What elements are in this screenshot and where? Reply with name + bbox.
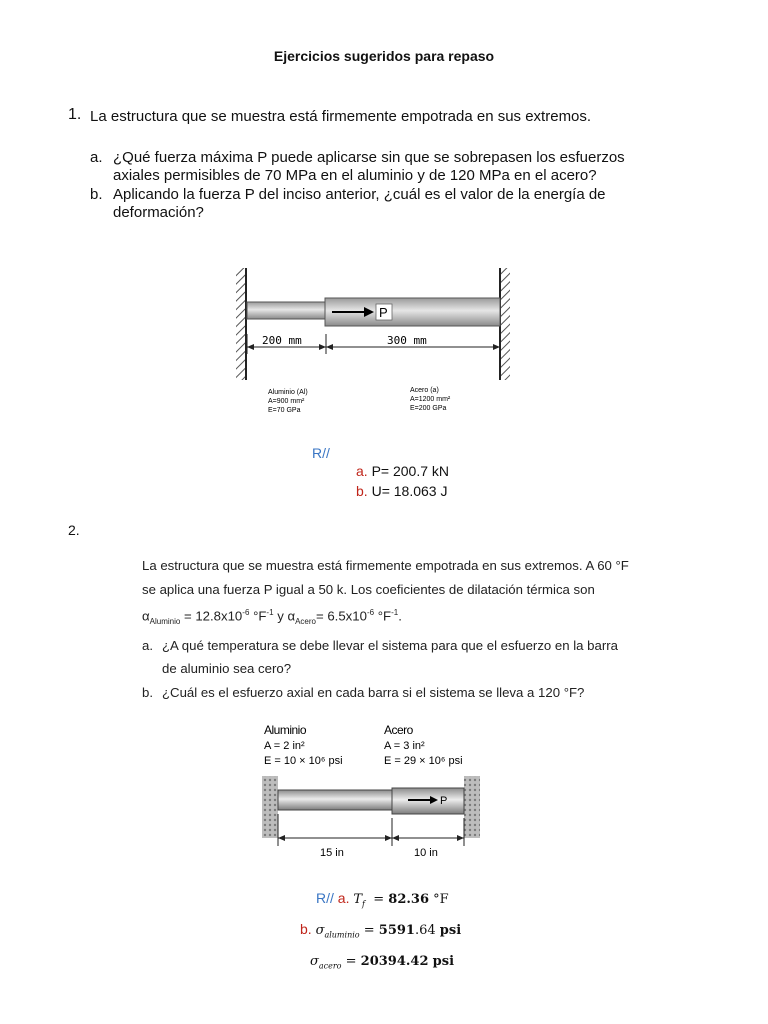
item-a-line1: ¿Qué fuerza máxima P puede aplicarse sin que se sobrepasen los esfuerzos (113, 149, 625, 166)
alpha-alum-unit: °F (249, 608, 267, 624)
steel-name: Acero (384, 723, 413, 737)
tf-sub: f (362, 899, 365, 909)
alpha-alum-sub: Aluminio (149, 617, 181, 627)
q2-item-a (142, 634, 642, 681)
q2-item-b (142, 681, 642, 705)
alum-area: A=900 mm² (268, 398, 305, 405)
answer-1-b (356, 483, 447, 499)
q2-alpha-line: $\alpha_{Aluminio} = 12.8x10^{-6}$ $^\circ F^{-1}$ y $\alpha_{Acero}= 6.5x10^{-6}$ $^\circ F^{-1}$. (142, 608, 402, 627)
dim-left-label: 200 mm (262, 334, 302, 347)
alum-modulus: E=70 GPa (268, 407, 301, 414)
answer-letter: b. (356, 483, 368, 499)
alpha-acero-value: = 6.5x10 (315, 608, 367, 624)
answer-letter: b. (300, 921, 312, 937)
sigma-al-unit: psi (439, 923, 462, 938)
aluminum-bar (278, 790, 393, 810)
left-wall (236, 268, 246, 380)
answer-2-b (300, 921, 461, 940)
page-title: Ejercicios sugeridos para repaso (273, 48, 495, 64)
dimension-lines (278, 814, 464, 846)
q2-item-b-text: ¿Cuál es el esfuerzo axial en cada barra si el sistema se lleva a 120 °F? (162, 684, 585, 700)
tf-symbol: T (353, 892, 363, 907)
left-wall (262, 776, 278, 838)
question-1-item-b (90, 186, 690, 226)
right-wall (464, 776, 480, 838)
alpha-acero-unit: °F (374, 608, 392, 624)
item-b-line1: Aplicando la fuerza P del inciso anterior, ¿cuál es el valor de la energía de (113, 186, 606, 203)
item-text (113, 149, 673, 185)
alpha-acero-unit-exp: -1 (391, 608, 399, 617)
steel-modulus: E=200 GPa (410, 405, 447, 412)
q2-line2: se aplica una fuerza P igual a 50 k. Los coeficientes de dilatación térmica son (142, 581, 595, 597)
answer-2-c (310, 952, 454, 971)
alpha-alum-value: = 12.8x10 (180, 608, 243, 624)
item-letter: b. (142, 684, 153, 700)
tf-expression: $T_f = 82.36$ °F (353, 892, 449, 909)
alum-modulus: E = 10 × 10⁶ psi (264, 755, 343, 767)
answer-value: P= 200.7 kN (371, 463, 450, 479)
alum-name: Aluminio (264, 723, 307, 737)
sigma-ac-sub: acero (318, 961, 342, 971)
steel-area: A=1200 mm² (410, 396, 451, 403)
answer-value: U= 18.063 J (371, 483, 448, 499)
steel-name: Acero (a) (410, 387, 439, 394)
item-letter: b. (90, 186, 103, 203)
q2-item-a-line1: ¿A qué temperatura se debe llevar el sistema para que el esfuerzo en la barra (162, 637, 618, 653)
sigma-al-decimals: .64 (414, 923, 436, 938)
question-1-number: 1. (68, 106, 82, 123)
item-text (113, 186, 673, 222)
dim-left-label: 15 in (320, 847, 344, 859)
alpha-alum-exp: -6 (242, 608, 250, 617)
load-label: P (440, 795, 448, 807)
dim-right-label: 10 in (414, 847, 438, 859)
answer-letter: a. (337, 890, 350, 906)
q2-line1: La estructura que se muestra está firmemente empotrada en sus extremos. A 60 °F (142, 558, 629, 573)
q2-item-a-line2: de aluminio sea cero? (162, 661, 292, 677)
alpha-alum-unit-exp: -1 (266, 608, 274, 617)
figure-2-bar-diagram (258, 718, 488, 866)
sigma-al-sub: aluminio (324, 930, 360, 940)
answer-letter: a. (356, 463, 368, 479)
sigma-ac-unit: psi (432, 954, 455, 969)
sigma-aluminio-expression: $\sigma_{aluminio} = 5591.64$ psi (315, 923, 462, 940)
alpha-mid: y α (273, 608, 296, 624)
right-wall (500, 268, 510, 380)
sigma-ac-value: 20394.42 (360, 954, 429, 969)
answer-1-prefix: R// (312, 445, 330, 461)
steel-modulus: E = 29 × 10⁶ psi (384, 755, 463, 767)
alpha-acero-exp: -6 (366, 608, 375, 617)
aluminum-bar (247, 302, 327, 319)
alpha-end: . (398, 608, 402, 624)
alum-area: A = 2 in² (264, 740, 305, 752)
alum-name: Aluminio (Al) (268, 389, 308, 396)
question-2-statement (142, 554, 642, 704)
answer-1-a (356, 463, 449, 479)
answer-prefix: R// (316, 890, 334, 906)
question-1-statement: La estructura que se muestra está firmemente empotrada en sus extremos. (90, 108, 592, 125)
question-2-number: 2. (68, 522, 80, 538)
tf-value: 82.36 (388, 892, 430, 907)
tf-unit: °F (433, 892, 449, 907)
item-b-line2: deformación? (113, 204, 204, 221)
steel-area: A = 3 in² (384, 740, 425, 752)
alpha-acero-sub: Acero (295, 617, 316, 627)
sigma-acero-expression: $\sigma_{acero} = 20394.42$ psi (310, 954, 455, 971)
item-letter: a. (90, 149, 103, 166)
item-a-line2: axiales permisibles de 70 MPa en el aluminio y de 120 MPa en el acero? (113, 167, 597, 184)
answer-2-a (316, 890, 449, 909)
dim-right-label: 300 mm (387, 334, 427, 347)
question-1-item-a (90, 149, 690, 189)
sigma-al-value: 5591 (378, 923, 415, 938)
figure-1-bar-diagram (232, 262, 522, 422)
item-letter: a. (142, 637, 153, 653)
load-label: P (379, 305, 388, 320)
